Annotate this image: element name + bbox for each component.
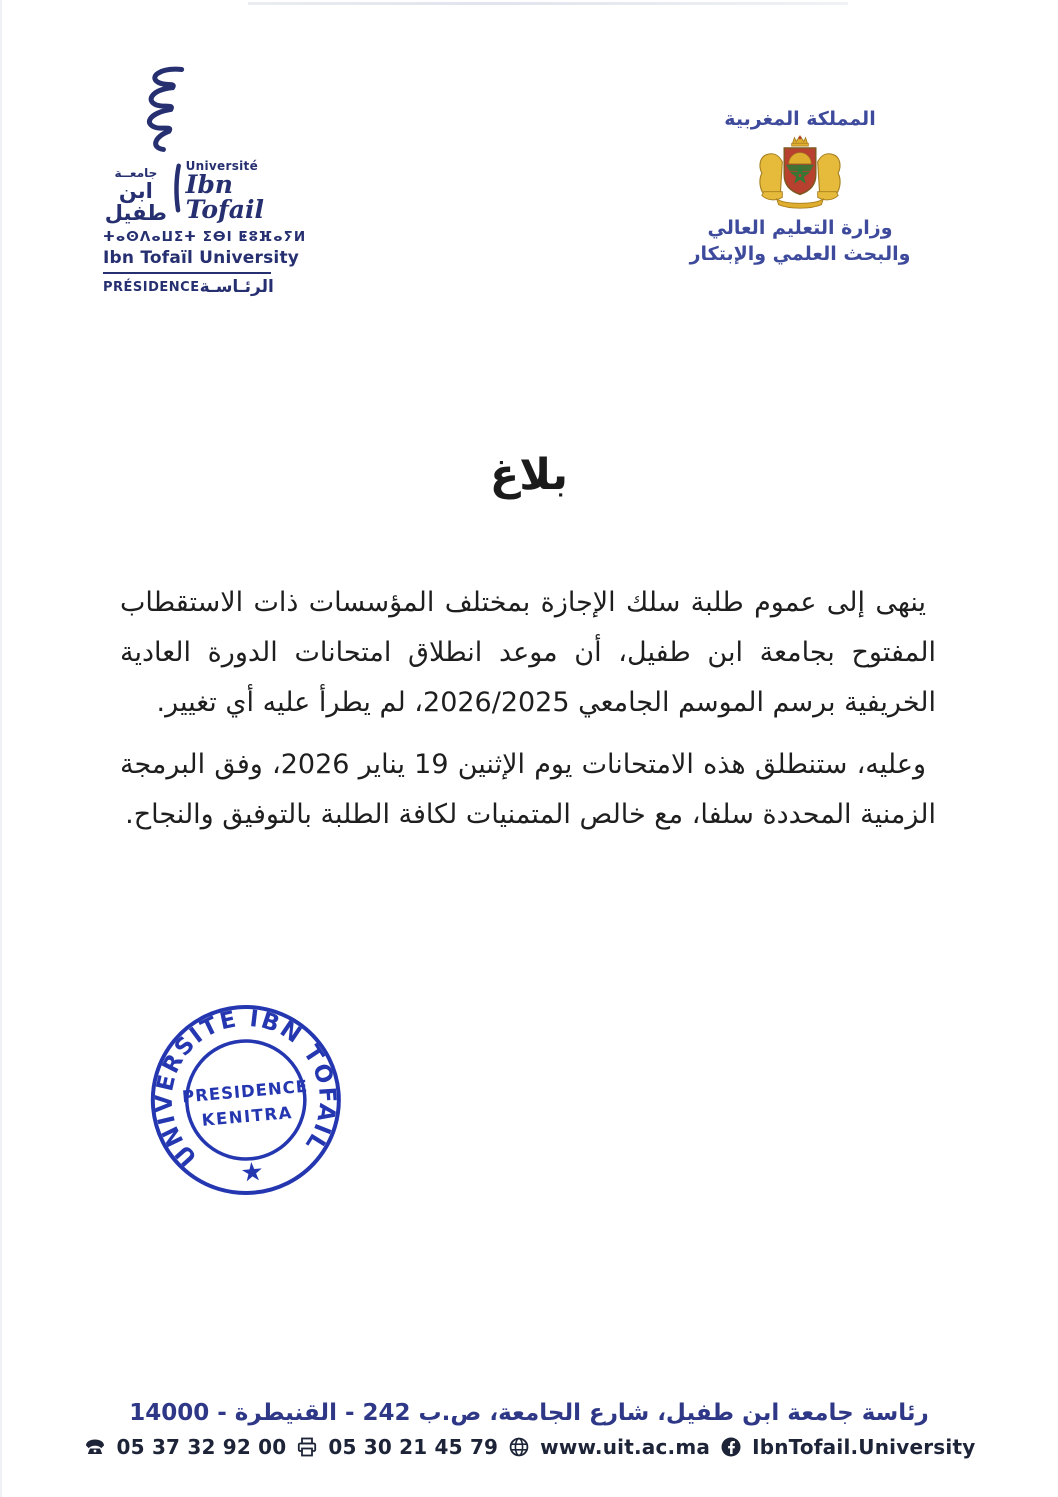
facebook-icon [720,1436,742,1458]
logo-ibn-tofail-script: Ibn Tofail [185,170,264,224]
scan-artifact-top [248,2,848,5]
document-title: بلاغ [489,450,569,500]
ministry-line1: وزارة التعليم العالي [707,217,893,239]
presidence-label-ar: الرئـاسـة [199,277,274,297]
logo-divider [103,272,271,274]
globe-icon [508,1436,530,1458]
paragraph-1: ينهى إلى عموم طلبة سلك الإجازة بمختلف المؤسسات ذات الاستقطاب المفتوح بجامعة ابن طفيل، أن موعد انطلاق امتحانات الدورة العادية الخريفية برسم الموسم الجامعي 2026/2025، لم يطرأ عليه أي تغيير. [120,587,936,718]
presidence-label-fr: PRÉSIDENCE [103,279,200,295]
university-logo [103,64,307,297]
stamp-center-line1: PRESIDENCE [181,1076,309,1107]
alif-stroke-icon [173,150,182,226]
footer-phone: 05 37 32 92 00 [116,1435,287,1459]
footer-facebook: IbnTofail.University [752,1435,976,1459]
logo-arabic-university-word: جامعــة [114,166,158,181]
morocco-coat-of-arms-icon [748,134,852,214]
phone-icon [83,1436,107,1458]
stamp-ring-text: UNIVERSITE IBN TOFAIL [151,1005,341,1171]
ministry-line2: والبحث العلمي والإبتكار [689,242,911,265]
calligraphic-swirl-icon [129,64,207,164]
fax-icon [296,1436,318,1458]
footer-fax: 05 30 21 45 79 [328,1435,499,1459]
logo-arabic-name: ابن طفيل [104,178,167,225]
official-stamp [137,992,354,1213]
kingdom-title: المملكة المغربية [724,108,876,130]
stamp-center-line2: KENITRA [200,1103,294,1130]
footer-website: www.uit.ac.ma [540,1435,711,1459]
scan-artifact-left [0,0,2,1497]
logo-tifinagh-text: ⵜⴰⵙⴷⴰⵡⵉⵜ ⵉⴱⵏ ⵟⵓⴼⴰⵢⵍ [103,229,307,245]
logo-english-name: Ibn Tofaïl University [103,248,300,268]
footer-address: رئاسة جامعة ابن طفيل، شارع الجامعة، ص.ب 242 - القنيطرة - 14000 [129,1400,929,1426]
logo-universite-label: Université [185,159,259,173]
paragraph-2: وعليه، ستنطلق هذه الامتحانات يوم الإثنين 19 يناير 2026، وفق البرمجة الزمنية المحددة سلفا، مع خالص المتمنيات لكافة الطلبة بالتوفيق والنجاح. [120,749,936,830]
footer [0,1400,1058,1459]
stamp-star-icon: ★ [239,1156,266,1189]
ministry-header [688,108,912,267]
announcement-body [120,578,936,852]
